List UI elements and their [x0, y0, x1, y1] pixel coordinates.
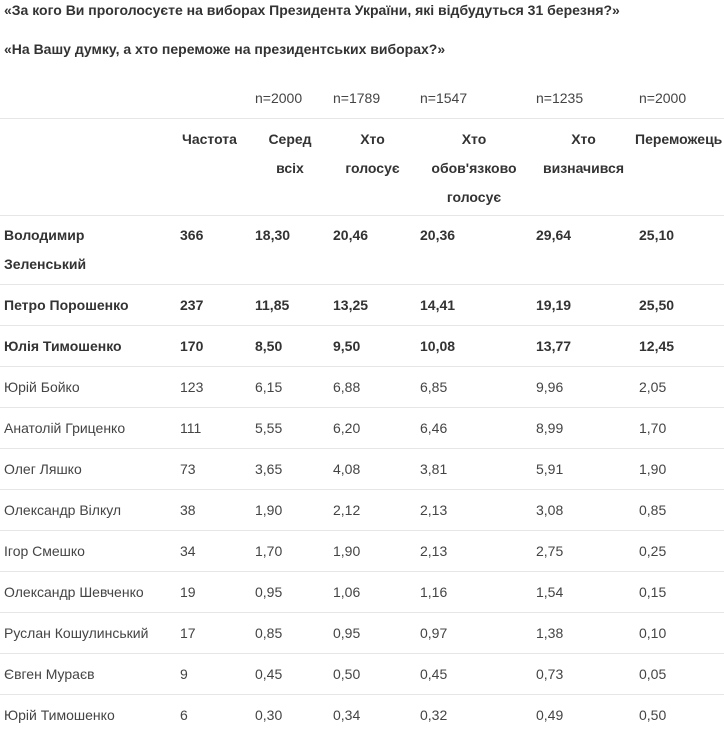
cell-decided: 29,64: [532, 216, 635, 285]
column-header-all: [251, 119, 329, 216]
header-text: Переможець: [635, 131, 722, 147]
cell-mandatory: 6,85: [416, 367, 532, 408]
header-text: голосує: [416, 183, 532, 212]
cell-decided: 2,75: [532, 531, 635, 572]
cell-winner: 1,90: [635, 449, 724, 490]
cell-mandatory: 2,13: [416, 490, 532, 531]
cell-voting: 6,88: [329, 367, 416, 408]
cell-candidate-name: Юрій Бойко: [0, 367, 176, 408]
table-row: [0, 408, 724, 449]
cell-frequency: 73: [176, 449, 251, 490]
cell-voting: 20,46: [329, 216, 416, 285]
cell-frequency: 237: [176, 285, 251, 326]
cell-winner: 25,50: [635, 285, 724, 326]
table-row: [0, 216, 724, 285]
cell-all: 18,30: [251, 216, 329, 285]
cell-candidate-name: Олександр Шевченко: [0, 572, 176, 613]
cell-frequency: 123: [176, 367, 251, 408]
cell-all: 0,95: [251, 572, 329, 613]
cell-winner: 0,05: [635, 654, 724, 695]
header-text: Хто: [329, 125, 416, 154]
cell-winner: 0,15: [635, 572, 724, 613]
cell-voting: 4,08: [329, 449, 416, 490]
cell-all: 1,90: [251, 490, 329, 531]
cell-frequency: 6: [176, 695, 251, 735]
data-rows: [0, 216, 724, 735]
table-row: [0, 572, 724, 613]
header-text: визначився: [532, 154, 635, 183]
table-row: [0, 531, 724, 572]
cell-decided: 8,99: [532, 408, 635, 449]
cell-all: 8,50: [251, 326, 329, 367]
sample-size-cell: n=1547: [416, 79, 532, 119]
cell-voting: 6,20: [329, 408, 416, 449]
table-row: [0, 449, 724, 490]
cell-frequency: 34: [176, 531, 251, 572]
cell-all: 3,65: [251, 449, 329, 490]
results-table: [0, 79, 724, 735]
cell-mandatory: 1,16: [416, 572, 532, 613]
cell-mandatory: 14,41: [416, 285, 532, 326]
column-header-decided: [532, 119, 635, 216]
cell-voting: 1,90: [329, 531, 416, 572]
candidate-name-line: Володимир: [4, 221, 176, 250]
sample-size-cell: n=1235: [532, 79, 635, 119]
column-header-winner: [635, 119, 724, 216]
header-text: Серед: [251, 125, 329, 154]
cell-winner: 0,10: [635, 613, 724, 654]
cell-candidate-name: Євген Мураєв: [0, 654, 176, 695]
header-text: голосує: [329, 154, 416, 183]
cell-all: 11,85: [251, 285, 329, 326]
question-2: «На Вашу думку, а хто переможе на президентських виборах?»: [4, 41, 445, 57]
cell-voting: 1,06: [329, 572, 416, 613]
sample-size-row: [0, 79, 724, 119]
sample-size-cell: n=2000: [251, 79, 329, 119]
cell-voting: 0,34: [329, 695, 416, 735]
cell-winner: 0,50: [635, 695, 724, 735]
cell-decided: 1,54: [532, 572, 635, 613]
cell-candidate-name: Ігор Смешко: [0, 531, 176, 572]
cell-mandatory: 3,81: [416, 449, 532, 490]
cell-decided: 5,91: [532, 449, 635, 490]
cell-frequency: 38: [176, 490, 251, 531]
cell-winner: 2,05: [635, 367, 724, 408]
header-text: обов'язково: [416, 154, 532, 183]
cell-candidate-name: Анатолій Гриценко: [0, 408, 176, 449]
sample-size-cell: [0, 79, 176, 119]
cell-mandatory: 2,13: [416, 531, 532, 572]
table-row: [0, 490, 724, 531]
header-text: всіх: [251, 154, 329, 183]
table-row: [0, 285, 724, 326]
header-text: Частота: [182, 131, 237, 147]
cell-winner: 1,70: [635, 408, 724, 449]
cell-decided: 13,77: [532, 326, 635, 367]
cell-frequency: 19: [176, 572, 251, 613]
cell-decided: 0,49: [532, 695, 635, 735]
cell-frequency: 9: [176, 654, 251, 695]
header-text: Хто: [532, 125, 635, 154]
table-row: [0, 695, 724, 735]
cell-all: 0,45: [251, 654, 329, 695]
cell-decided: 0,73: [532, 654, 635, 695]
candidate-name-line: Зеленський: [4, 250, 176, 279]
header-text: Хто: [416, 125, 532, 154]
cell-winner: 12,45: [635, 326, 724, 367]
cell-voting: 0,50: [329, 654, 416, 695]
table-row: [0, 613, 724, 654]
column-header-mandatory: [416, 119, 532, 216]
cell-mandatory: 0,32: [416, 695, 532, 735]
cell-candidate-name: Олег Ляшко: [0, 449, 176, 490]
cell-winner: 0,85: [635, 490, 724, 531]
cell-mandatory: 0,45: [416, 654, 532, 695]
cell-voting: 9,50: [329, 326, 416, 367]
question-1: «За кого Ви проголосуєте на виборах Президента України, які відбудуться 31 березня?»: [4, 2, 620, 18]
cell-mandatory: 10,08: [416, 326, 532, 367]
cell-winner: 0,25: [635, 531, 724, 572]
cell-all: 1,70: [251, 531, 329, 572]
cell-all: 5,55: [251, 408, 329, 449]
cell-candidate-name: Олександр Вілкул: [0, 490, 176, 531]
cell-decided: 9,96: [532, 367, 635, 408]
cell-all: 0,30: [251, 695, 329, 735]
cell-frequency: 366: [176, 216, 251, 285]
sample-size-cell: n=1789: [329, 79, 416, 119]
cell-candidate-name: Руслан Кошулинський: [0, 613, 176, 654]
table-row: [0, 654, 724, 695]
sample-size-cell: n=2000: [635, 79, 724, 119]
cell-voting: 2,12: [329, 490, 416, 531]
cell-decided: 1,38: [532, 613, 635, 654]
cell-candidate-name: Петро Порошенко: [0, 285, 176, 326]
cell-candidate-name: Юлія Тимошенко: [0, 326, 176, 367]
cell-mandatory: 20,36: [416, 216, 532, 285]
header-row: [0, 119, 724, 216]
cell-voting: 13,25: [329, 285, 416, 326]
cell-all: 0,85: [251, 613, 329, 654]
cell-all: 6,15: [251, 367, 329, 408]
cell-winner: 25,10: [635, 216, 724, 285]
column-header-voting: [329, 119, 416, 216]
cell-frequency: 170: [176, 326, 251, 367]
cell-candidate-name: [0, 216, 176, 285]
cell-frequency: 111: [176, 408, 251, 449]
cell-decided: 3,08: [532, 490, 635, 531]
cell-mandatory: 6,46: [416, 408, 532, 449]
table-row: [0, 326, 724, 367]
cell-candidate-name: Юрій Тимошенко: [0, 695, 176, 735]
sample-size-cell: [176, 79, 251, 119]
table-row: [0, 367, 724, 408]
cell-mandatory: 0,97: [416, 613, 532, 654]
cell-decided: 19,19: [532, 285, 635, 326]
column-header-name: [0, 119, 176, 216]
cell-voting: 0,95: [329, 613, 416, 654]
column-header-frequency: [176, 119, 251, 216]
cell-frequency: 17: [176, 613, 251, 654]
